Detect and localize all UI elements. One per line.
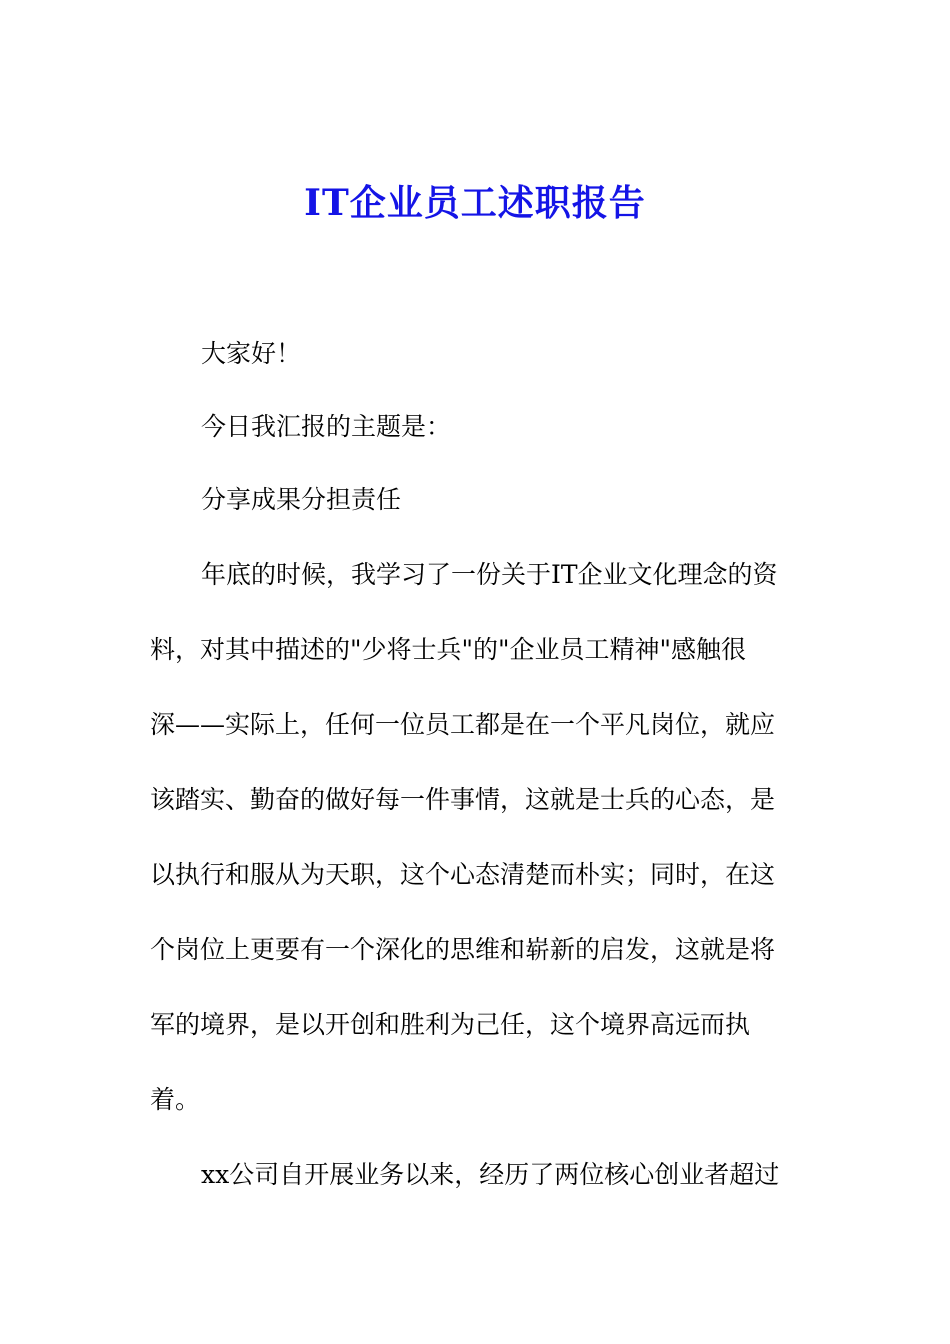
paragraph-line: 深——实际上，任何一位员工都是在一个平凡岗位，就应 <box>150 710 776 739</box>
paragraph-line: 个岗位上更要有一个深化的思维和崭新的启发，这就是将 <box>150 935 776 964</box>
paragraph-line: 该踏实、勤奋的做好每一件事情，这就是士兵的心态，是 <box>150 785 776 814</box>
paragraph-line: 以执行和服从为天职，这个心态清楚而朴实；同时，在这 <box>150 860 776 889</box>
paragraph-line: xx公司自开展业务以来，经历了两位核心创业者超过 <box>201 1160 780 1189</box>
paragraph-line: 军的境界，是以开创和胜利为己任，这个境界高远而执 <box>150 1010 751 1039</box>
paragraph-line: 年底的时候，我学习了一份关于IT企业文化理念的资 <box>201 560 778 589</box>
paragraph-line: 料，对其中描述的"少将士兵"的"企业员工精神"感触很 <box>150 635 746 664</box>
greeting-line: 大家好！ <box>201 339 302 368</box>
topic-intro-line: 今日我汇报的主题是： <box>201 412 452 441</box>
document-title: IT企业员工述职报告 <box>304 182 646 224</box>
topic-line: 分享成果分担责任 <box>201 485 402 514</box>
paragraph-line: 着。 <box>150 1085 201 1114</box>
